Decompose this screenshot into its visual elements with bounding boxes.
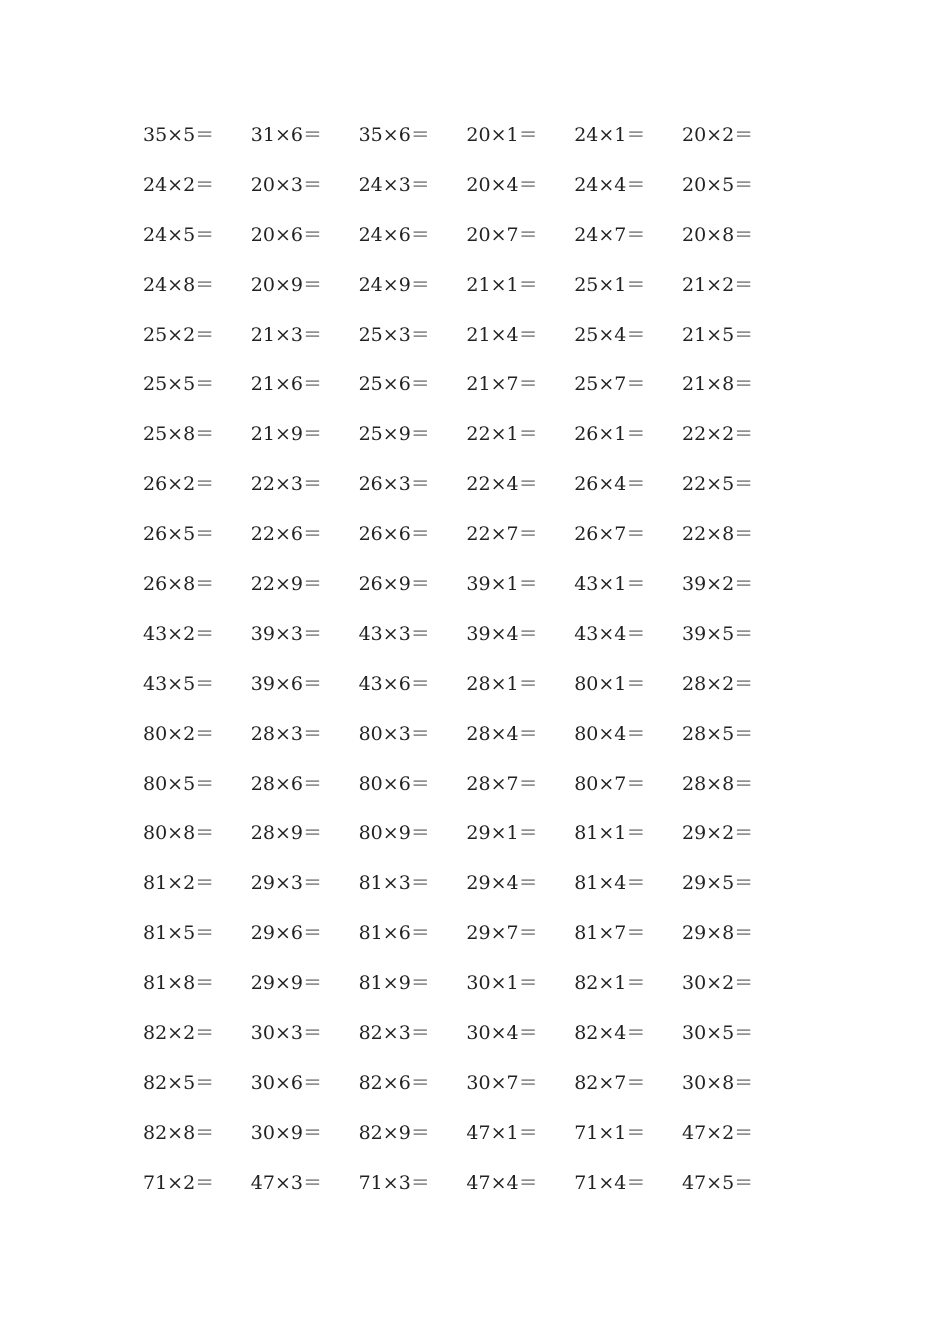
multiplication-problem: 21×2＝ xyxy=(681,273,754,296)
multiplication-problem: 25×7＝ xyxy=(574,373,646,396)
multiplication-problem: 39×4＝ xyxy=(466,622,538,645)
multiplication-problem: 22×3＝ xyxy=(250,473,322,496)
multiplication-problem: 28×7＝ xyxy=(466,772,538,795)
multiplication-problem: 20×8＝ xyxy=(681,223,754,246)
multiplication-problem: 26×4＝ xyxy=(574,473,646,496)
problem-row xyxy=(143,668,803,718)
multiplication-problem: 43×2＝ xyxy=(143,622,215,645)
multiplication-problem: 22×4＝ xyxy=(466,473,538,496)
multiplication-problem: 81×5＝ xyxy=(143,922,215,945)
multiplication-problem: 24×1＝ xyxy=(574,124,646,146)
multiplication-problem: 82×8＝ xyxy=(143,1121,215,1144)
multiplication-problem: 71×2＝ xyxy=(143,1171,215,1194)
multiplication-problem: 24×2＝ xyxy=(143,173,215,196)
problem-row xyxy=(143,1117,803,1167)
multiplication-problem: 71×3＝ xyxy=(358,1171,430,1194)
multiplication-problem: 29×1＝ xyxy=(466,822,538,845)
multiplication-problem: 80×5＝ xyxy=(143,772,215,795)
multiplication-problem: 28×1＝ xyxy=(466,672,538,695)
problem-row xyxy=(143,1017,803,1067)
multiplication-problem: 22×9＝ xyxy=(250,573,322,596)
multiplication-problem: 28×8＝ xyxy=(681,772,754,795)
multiplication-problem: 39×1＝ xyxy=(466,573,538,596)
multiplication-problem: 43×6＝ xyxy=(358,672,430,695)
multiplication-problem: 21×9＝ xyxy=(250,423,322,446)
multiplication-problem: 81×8＝ xyxy=(143,972,215,995)
multiplication-problem: 30×3＝ xyxy=(250,1022,322,1045)
multiplication-problem: 24×6＝ xyxy=(358,223,430,246)
multiplication-problem: 29×3＝ xyxy=(250,872,322,895)
multiplication-problem: 24×7＝ xyxy=(574,223,646,246)
problem-row xyxy=(143,967,803,1017)
multiplication-problem: 39×2＝ xyxy=(681,573,754,596)
problem-row xyxy=(143,119,803,169)
multiplication-problem: 80×7＝ xyxy=(574,772,646,795)
multiplication-problem: 29×9＝ xyxy=(250,972,322,995)
multiplication-problem: 20×4＝ xyxy=(466,173,538,196)
problem-row xyxy=(143,518,803,568)
multiplication-problem: 35×5＝ xyxy=(143,124,215,146)
multiplication-problem: 22×2＝ xyxy=(681,423,754,446)
multiplication-problem: 47×4＝ xyxy=(466,1171,538,1194)
multiplication-problem: 29×4＝ xyxy=(466,872,538,895)
multiplication-problem: 20×7＝ xyxy=(466,223,538,246)
multiplication-problem: 30×4＝ xyxy=(466,1022,538,1045)
multiplication-problem: 22×1＝ xyxy=(466,423,538,446)
problem-row xyxy=(143,418,803,468)
multiplication-problem: 35×6＝ xyxy=(358,124,430,146)
multiplication-problem: 81×4＝ xyxy=(574,872,646,895)
multiplication-problem: 20×2＝ xyxy=(681,124,754,146)
problem-row xyxy=(143,867,803,917)
multiplication-problem: 28×4＝ xyxy=(466,722,538,745)
multiplication-problem: 82×5＝ xyxy=(143,1071,215,1094)
problem-row xyxy=(143,718,803,768)
multiplication-problem: 82×2＝ xyxy=(143,1022,215,1045)
problem-row xyxy=(143,817,803,867)
multiplication-problem: 20×9＝ xyxy=(250,273,322,296)
multiplication-problem: 25×8＝ xyxy=(143,423,215,446)
multiplication-problem: 28×3＝ xyxy=(250,722,322,745)
multiplication-problem: 24×3＝ xyxy=(358,173,430,196)
problem-row xyxy=(143,917,803,967)
multiplication-problem: 81×2＝ xyxy=(143,872,215,895)
multiplication-problem: 29×7＝ xyxy=(466,922,538,945)
multiplication-problem: 30×6＝ xyxy=(250,1071,322,1094)
problem-row xyxy=(143,269,803,319)
multiplication-problem: 71×4＝ xyxy=(574,1171,646,1194)
multiplication-problem: 20×1＝ xyxy=(466,124,538,146)
multiplication-problem: 39×6＝ xyxy=(250,672,322,695)
multiplication-problem: 81×1＝ xyxy=(574,822,646,845)
multiplication-problem: 82×1＝ xyxy=(574,972,646,995)
multiplication-problem: 22×6＝ xyxy=(250,523,322,546)
multiplication-problem: 30×8＝ xyxy=(681,1071,754,1094)
problem-row xyxy=(143,169,803,219)
multiplication-problem: 26×9＝ xyxy=(358,573,430,596)
multiplication-problem: 24×9＝ xyxy=(358,273,430,296)
multiplication-problem: 30×5＝ xyxy=(681,1022,754,1045)
multiplication-problem: 26×5＝ xyxy=(143,523,215,546)
multiplication-problem: 21×6＝ xyxy=(250,373,322,396)
multiplication-problem: 82×7＝ xyxy=(574,1071,646,1094)
multiplication-problem: 21×5＝ xyxy=(681,323,754,346)
multiplication-worksheet xyxy=(143,119,803,1217)
multiplication-problem: 25×4＝ xyxy=(574,323,646,346)
multiplication-problem: 81×9＝ xyxy=(358,972,430,995)
multiplication-problem: 22×8＝ xyxy=(681,523,754,546)
multiplication-problem: 26×3＝ xyxy=(358,473,430,496)
multiplication-problem: 25×5＝ xyxy=(143,373,215,396)
multiplication-problem: 25×3＝ xyxy=(358,323,430,346)
multiplication-problem: 31×6＝ xyxy=(250,124,322,146)
multiplication-problem: 82×3＝ xyxy=(358,1022,430,1045)
multiplication-problem: 26×1＝ xyxy=(574,423,646,446)
problem-row xyxy=(143,468,803,518)
multiplication-problem: 80×8＝ xyxy=(143,822,215,845)
multiplication-problem: 80×3＝ xyxy=(358,722,430,745)
multiplication-problem: 25×2＝ xyxy=(143,323,215,346)
problem-row xyxy=(143,1067,803,1117)
multiplication-problem: 20×3＝ xyxy=(250,173,322,196)
problem-row xyxy=(143,1167,803,1217)
multiplication-problem: 21×8＝ xyxy=(681,373,754,396)
multiplication-problem: 24×4＝ xyxy=(574,173,646,196)
problem-row xyxy=(143,568,803,618)
multiplication-problem: 71×1＝ xyxy=(574,1121,646,1144)
multiplication-problem: 47×3＝ xyxy=(250,1171,322,1194)
problem-row xyxy=(143,319,803,369)
multiplication-problem: 47×2＝ xyxy=(681,1121,754,1144)
problem-row xyxy=(143,368,803,418)
multiplication-problem: 26×2＝ xyxy=(143,473,215,496)
multiplication-problem: 28×9＝ xyxy=(250,822,322,845)
multiplication-problem: 80×2＝ xyxy=(143,722,215,745)
multiplication-problem: 80×1＝ xyxy=(574,672,646,695)
multiplication-problem: 20×6＝ xyxy=(250,223,322,246)
multiplication-problem: 30×1＝ xyxy=(466,972,538,995)
multiplication-problem: 25×9＝ xyxy=(358,423,430,446)
multiplication-problem: 43×1＝ xyxy=(574,573,646,596)
multiplication-problem: 80×9＝ xyxy=(358,822,430,845)
multiplication-problem: 26×7＝ xyxy=(574,523,646,546)
multiplication-problem: 80×4＝ xyxy=(574,722,646,745)
multiplication-problem: 24×8＝ xyxy=(143,273,215,296)
multiplication-problem: 28×5＝ xyxy=(681,722,754,745)
multiplication-problem: 47×5＝ xyxy=(681,1171,754,1194)
multiplication-problem: 82×6＝ xyxy=(358,1071,430,1094)
multiplication-problem: 29×2＝ xyxy=(681,822,754,845)
multiplication-problem: 22×7＝ xyxy=(466,523,538,546)
multiplication-problem: 29×6＝ xyxy=(250,922,322,945)
multiplication-problem: 47×1＝ xyxy=(466,1121,538,1144)
multiplication-problem: 81×7＝ xyxy=(574,922,646,945)
multiplication-problem: 21×4＝ xyxy=(466,323,538,346)
multiplication-problem: 21×1＝ xyxy=(466,273,538,296)
multiplication-problem: 24×5＝ xyxy=(143,223,215,246)
multiplication-problem: 21×3＝ xyxy=(250,323,322,346)
multiplication-problem: 29×5＝ xyxy=(681,872,754,895)
multiplication-problem: 29×8＝ xyxy=(681,922,754,945)
multiplication-problem: 82×4＝ xyxy=(574,1022,646,1045)
multiplication-problem: 28×6＝ xyxy=(250,772,322,795)
multiplication-problem: 39×3＝ xyxy=(250,622,322,645)
multiplication-problem: 43×3＝ xyxy=(358,622,430,645)
multiplication-problem: 26×6＝ xyxy=(358,523,430,546)
multiplication-problem: 43×5＝ xyxy=(143,672,215,695)
multiplication-problem: 28×2＝ xyxy=(681,672,754,695)
problem-row xyxy=(143,618,803,668)
multiplication-problem: 26×8＝ xyxy=(143,573,215,596)
multiplication-problem: 30×7＝ xyxy=(466,1071,538,1094)
multiplication-problem: 22×5＝ xyxy=(681,473,754,496)
multiplication-problem: 21×7＝ xyxy=(466,373,538,396)
multiplication-problem: 81×3＝ xyxy=(358,872,430,895)
multiplication-problem: 39×5＝ xyxy=(681,622,754,645)
problem-row xyxy=(143,219,803,269)
multiplication-problem: 81×6＝ xyxy=(358,922,430,945)
multiplication-problem: 30×9＝ xyxy=(250,1121,322,1144)
multiplication-problem: 25×1＝ xyxy=(574,273,646,296)
multiplication-problem: 25×6＝ xyxy=(358,373,430,396)
multiplication-problem: 80×6＝ xyxy=(358,772,430,795)
problem-row xyxy=(143,768,803,818)
multiplication-problem: 82×9＝ xyxy=(358,1121,430,1144)
multiplication-problem: 20×5＝ xyxy=(681,173,754,196)
multiplication-problem: 30×2＝ xyxy=(681,972,754,995)
multiplication-problem: 43×4＝ xyxy=(574,622,646,645)
